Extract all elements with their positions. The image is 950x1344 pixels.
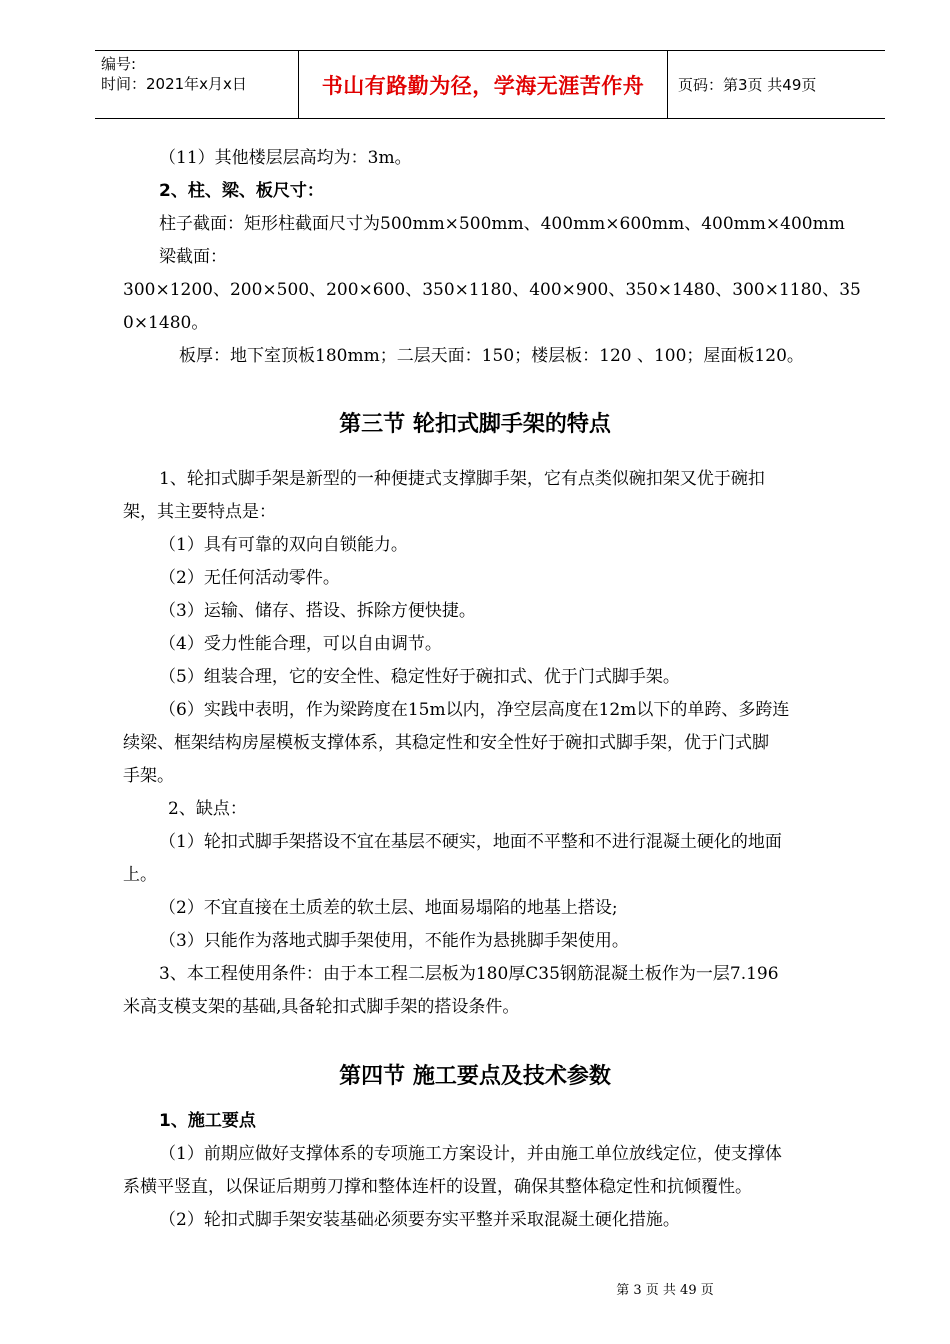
- paragraph: 2、缺点：: [168, 799, 247, 819]
- header-motto: 书山有路勤为径，学海无涯苦作舟: [298, 51, 668, 118]
- subheading: 2、柱、梁、板尺寸：: [159, 181, 324, 201]
- list-item: 续梁、框架结构房屋模板支撑体系，其稳定性和安全性好于碗扣式脚手架，优于门式脚: [123, 733, 769, 753]
- paragraph: 0×1480。: [123, 313, 209, 333]
- paragraph: 米高支模支架的基础,具备轮扣式脚手架的搭设条件。: [123, 997, 520, 1017]
- list-item: 上。: [123, 865, 157, 885]
- page-footer: 第 3 页 共 49 页: [616, 1283, 714, 1298]
- list-item: 手架。: [123, 766, 174, 786]
- list-item: （4）受力性能合理，可以自由调节。: [159, 634, 442, 654]
- list-item: （3）运输、储存、搭设、拆除方便快捷。: [159, 601, 476, 621]
- paragraph: （11）其他楼层层高均为：3m。: [159, 148, 412, 168]
- paragraph: 1、轮扣式脚手架是新型的一种便捷式支撑脚手架，它有点类似碗扣架又优于碗扣: [159, 469, 765, 489]
- paragraph: 300×1200、200×500、200×600、350×1180、400×900、350×1480、300×1180、35: [123, 280, 861, 300]
- list-item: （3）只能作为落地式脚手架使用，不能作为悬挑脚手架使用。: [159, 931, 629, 951]
- paragraph: （1）前期应做好支撑体系的专项施工方案设计，并由施工单位放线定位，使支撑体: [159, 1144, 782, 1164]
- list-item: （1）轮扣式脚手架搭设不宜在基层不硬实，地面不平整和不进行混凝土硬化的地面: [159, 832, 782, 852]
- paragraph: 梁截面：: [159, 247, 227, 267]
- section-title: 第四节 施工要点及技术参数: [339, 1064, 611, 1089]
- time-label: 时间：2021年x月x日: [101, 75, 247, 93]
- page-header: [95, 50, 885, 119]
- paragraph: 板厚：地下室顶板180mm；二层天面：150；楼层板：120 、100；屋面板120。: [179, 346, 804, 366]
- header-page-label: 页码：第3页 共49页: [678, 76, 817, 94]
- paragraph: 3、本工程使用条件：由于本工程二层板为180厚C35钢筋混凝土板作为一层7.196: [159, 964, 779, 984]
- list-item: （2）无任何活动零件。: [159, 568, 340, 588]
- section-title: 第三节 轮扣式脚手架的特点: [339, 412, 611, 437]
- header-meta: [95, 51, 298, 118]
- paragraph: 系横平竖直，以保证后期剪刀撑和整体连杆的设置，确保其整体稳定性和抗倾覆性。: [123, 1177, 752, 1197]
- subheading: 1、施工要点: [159, 1111, 256, 1131]
- list-item: （5）组装合理，它的安全性、稳定性好于碗扣式、优于门式脚手架。: [159, 667, 680, 687]
- list-item: （1）具有可靠的双向自锁能力。: [159, 535, 408, 555]
- paragraph: 柱子截面：矩形柱截面尺寸为500mm×500mm、400mm×600mm、400mm×400mm: [159, 214, 845, 234]
- paragraph: （2）轮扣式脚手架安装基础必须要夯实平整并采取混凝土硬化措施。: [159, 1210, 680, 1230]
- number-label: 编号:: [101, 55, 137, 73]
- paragraph: 架，其主要特点是：: [123, 502, 276, 522]
- list-item: （6）实践中表明，作为梁跨度在15m以内，净空层高度在12m以下的单跨、多跨连: [159, 700, 790, 720]
- list-item: （2）不宜直接在土质差的软土层、地面易塌陷的地基上搭设;: [159, 898, 618, 918]
